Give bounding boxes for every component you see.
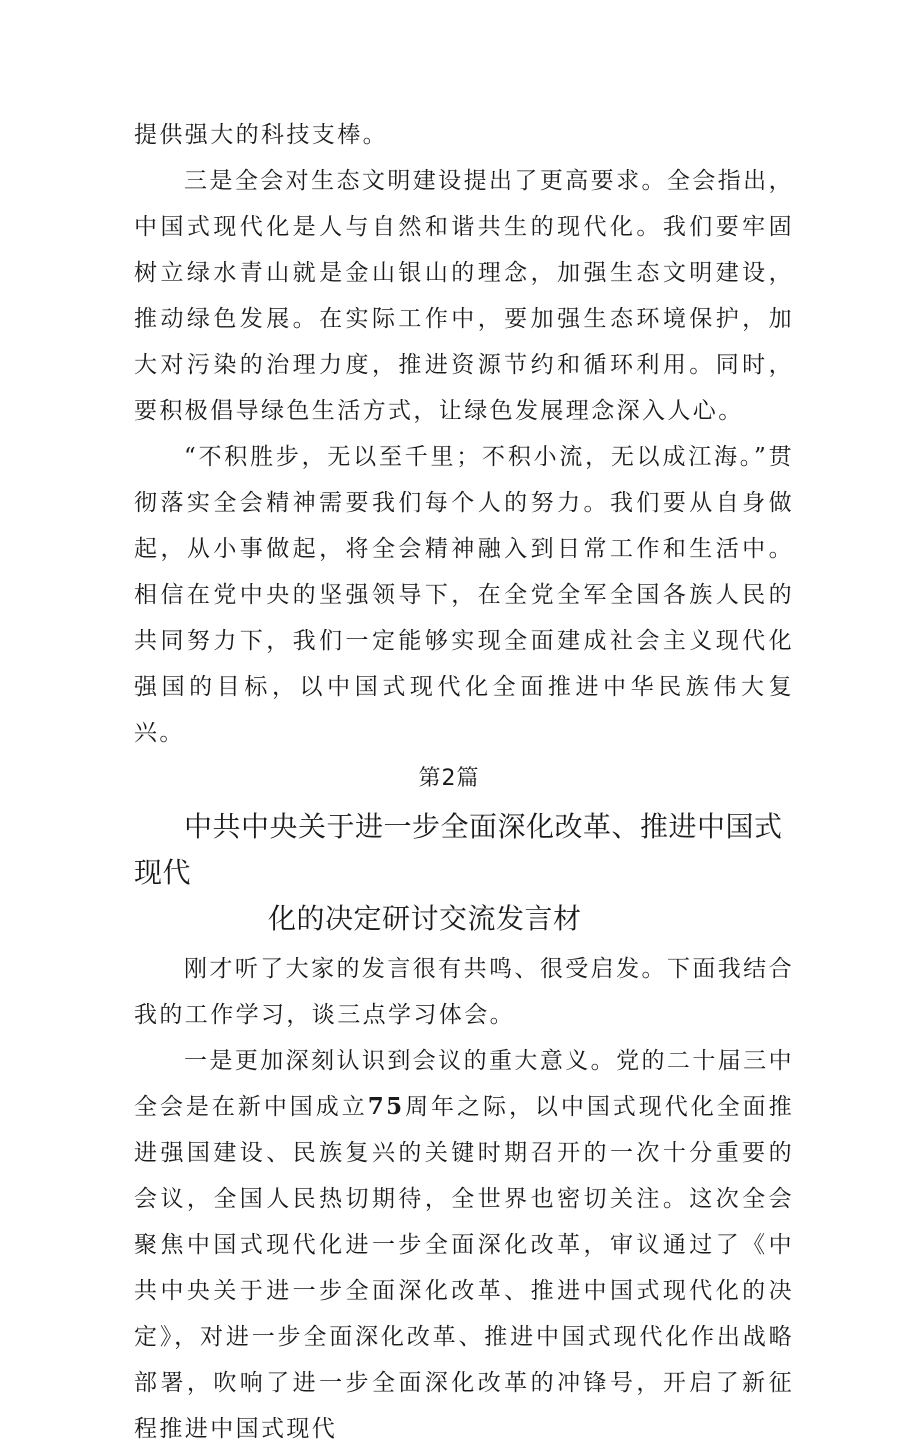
section-label: 第2篇 — [418, 766, 480, 791]
paragraph-intro: 刚才听了大家的发言很有共鸣、很受启发。下面我结合我的工作学习，谈三点学习体会。 — [134, 956, 794, 1028]
document-body — [134, 112, 794, 1452]
paragraph-quote: “不积胜步，无以至千里；不积小流，无以成江海。”贯彻落实全会精神需要我们每个人的努力。我们要从自身做起，从小事做起，将全会精神融入到日常工作和生活中。相信在党中央的坚强领导下，在全党全军全国各族人民的共同努力下，我们一定能够实现全面建成社会主义现代化强国的目标，以中国式现代化全面推进中华民族伟大复兴。 — [134, 444, 794, 746]
paragraph-point-one-part-a: 一是更加深刻认识到会议的重大意义。党的二十届三中全会是在新中国成立 — [134, 1048, 794, 1120]
section-title-line2: 化的决定研讨交流发言材 — [268, 902, 582, 935]
anniversary-number: 75 — [367, 1093, 405, 1120]
paragraph-point-one — [134, 1038, 794, 1452]
paragraph-tail: 提供强大的科技支棒。 — [134, 122, 388, 148]
paragraph-point-three: 三是全会对生态文明建设提出了更高要求。全会指出，中国式现代化是人与自然和谐共生的现代化。我们要牢固树立绿水青山就是金山银山的理念，加强生态文明建设，推动绿色发展。在实际工作中，要加强生态环境保护，加大对污染的治理力度，推进资源节约和循环利用。同时，要积极倡导绿色生活方式，让绿色发展理念深入人心。 — [134, 168, 794, 424]
paragraph-point-one-part-b: 周年之际，以中国式现代化全面推进强国建设、民族复兴的关键时期召开的一次十分重要的会议，全国人民热切期待，全世界也密切关注。这次全会聚焦中国式现代化进一步全面深化改革，审议通过了《中共中央关于进一步全面深化改革、推进中国式现代化的决定》，对进一步全面深化改革、推进中国式现代化作出战略部署，吹响了进一步全面深化改革的冲锋号，开启了新征程推进中国式现代 — [134, 1094, 795, 1442]
section-title — [134, 804, 794, 942]
section-title-line1: 中共中央关于进一步全面深化改革、推进中国式现代 — [134, 810, 783, 889]
